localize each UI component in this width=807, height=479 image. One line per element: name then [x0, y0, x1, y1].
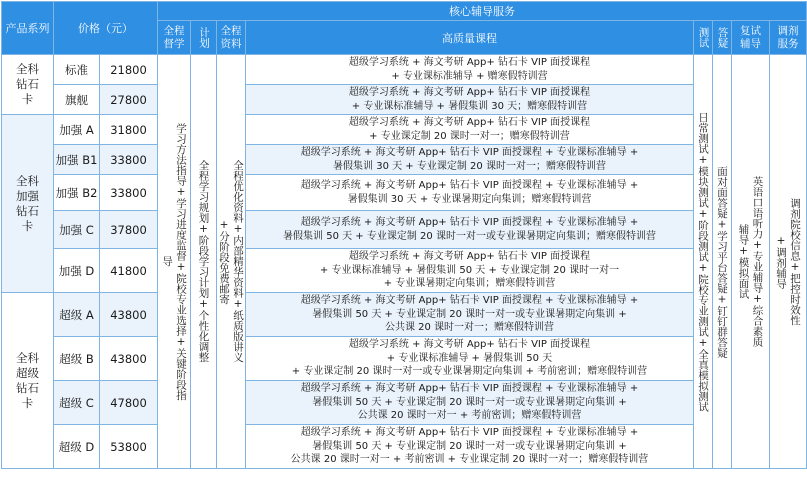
materials-cell: 全程优化资料+内部精华资料+纸质版讲义+分阶段免费邮寄 — [217, 55, 246, 469]
header-retest-guidance: 复试辅导 — [732, 21, 770, 55]
course-cell: 超级学习系统 + 海文考研 App+ 钻石卡 VIP 面授课程 + 专业课标准辅导 + 赠寒假特训营 — [246, 55, 694, 85]
course-cell: 超级学习系统 + 海文考研 App+ 钻石卡 VIP 面授课程 + 专业课标准辅导 + 暑假集训 50 天 + 专业课定制 20 课时一对一或专业课暑期定向集训 + 考前密训；赠寒假特训营 — [246, 337, 694, 381]
supervision-cell: 学习方法指导+学习进度监督+院校专业选择+关键阶段指导 — [158, 55, 191, 469]
course-cell: 超级学习系统 + 海文考研 App+ 钻石卡 VIP 面授课程 + 专业课标准辅导 + 暑假集训 30 天 + 专业课定制 20 课时一对一；赠寒假特训营 — [246, 145, 694, 175]
package-name: 加强 B1 — [54, 145, 100, 175]
package-price: 41800 — [100, 249, 158, 293]
course-cell: 超级学习系统 + 海文考研 App+ 钻石卡 VIP 面授课程 + 专业课定制 20 课时一对一；赠寒假特训营 — [246, 115, 694, 145]
package-price: 31800 — [100, 115, 158, 145]
header-tests: 测试 — [694, 21, 713, 55]
series-enhanced-diamond-card: 全科 加强 钻石 卡 — [2, 115, 54, 293]
qa-cell: 面对面答疑+学习平台答疑+钉钉群答疑 — [713, 55, 732, 469]
package-name: 超级 C — [54, 381, 100, 425]
header-core-services: 核心辅导服务 — [158, 2, 807, 21]
series-diamond-card: 全科 钻石 卡 — [2, 55, 54, 115]
course-cell: 超级学习系统 + 海文考研 App+ 钻石卡 VIP 面授课程 + 专业课标准辅导 + 暑假集训 30 天 + 专业课暑期定向集训；赠寒假特训营 — [246, 175, 694, 211]
package-name: 加强 A — [54, 115, 100, 145]
planning-cell: 全程学习规划+阶段学习计划+个性化调整 — [191, 55, 217, 469]
package-name: 加强 D — [54, 249, 100, 293]
package-price: 43800 — [100, 337, 158, 381]
package-name: 旗舰 — [54, 85, 100, 115]
header-plan: 计划 — [191, 21, 217, 55]
course-cell: 超级学习系统 + 海文考研 App+ 钻石卡 VIP 面授课程 + 专业课标准辅导 + 暑假集训 30 天；赠寒假特训营 — [246, 85, 694, 115]
package-name: 加强 C — [54, 211, 100, 249]
header-qa: 答疑 — [713, 21, 732, 55]
header-quality-courses: 高质量课程 — [246, 21, 694, 55]
package-name: 标准 — [54, 55, 100, 85]
header-full-process-study: 全程督学 — [158, 21, 191, 55]
package-price: 27800 — [100, 85, 158, 115]
header-product-series: 产品系列 — [2, 2, 54, 55]
course-cell: 超级学习系统 + 海文考研 App+ 钻石卡 VIP 面授课程 + 专业课标准辅导 + 暑假集训 50 天 + 专业课定制 20 课时一对一或专业课暑期定向集训 + 公共课 20 课时一对一 + 考前密训 + 专业课定制 20 课时一对一；赠寒假特训营 — [246, 425, 694, 469]
package-name: 超级 B — [54, 337, 100, 381]
course-cell: 超级学习系统 + 海文考研 App+ 钻石卡 VIP 面授课程 + 专业课标准辅导 + 暑假集训 50 天 + 专业课定制 20 课时一对一或专业课暑期定向集训 + 公共课 20 课时一对一；赠寒假特训营 — [246, 293, 694, 337]
package-price: 33800 — [100, 175, 158, 211]
header-adjustment-service: 调剂服务 — [770, 21, 807, 55]
package-name: 超级 A — [54, 293, 100, 337]
package-price: 37800 — [100, 211, 158, 249]
tests-cell: 日常测试+模块测试+阶段测试+院校专业测试+全真模拟测试 — [694, 55, 713, 469]
course-cell: 超级学习系统 + 海文考研 App+ 钻石卡 VIP 面授课程 + 专业课标准辅导 + 暑假集训 50 天 + 专业课定制 20 课时一对一或专业课暑期定向集训；赠寒假特训营 — [246, 211, 694, 249]
package-name: 加强 B2 — [54, 175, 100, 211]
pricing-table — [1, 1, 807, 469]
retest-cell: 英语口语听力+专业辅导+综合素质辅导+模拟面试 — [732, 55, 770, 469]
package-price: 53800 — [100, 425, 158, 469]
package-price: 43800 — [100, 293, 158, 337]
adjust-cell: 调剂院校信息+把控时效性+调剂辅导 — [770, 55, 807, 469]
package-name: 超级 D — [54, 425, 100, 469]
header-full-process-materials: 全程资料 — [217, 21, 246, 55]
package-price: 47800 — [100, 381, 158, 425]
course-cell: 超级学习系统 + 海文考研 App+ 钻石卡 VIP 面授课程 + 专业课标准辅导 + 暑假集训 50 天 + 专业课定制 20 课时一对一或专业课暑期定向集训 + 公共课 20 课时一对一 + 考前密训；赠寒假特训营 — [246, 381, 694, 425]
header-price: 价格（元） — [54, 2, 158, 55]
series-super-diamond-card: 全科 超级 钻石 卡 — [2, 293, 54, 469]
course-cell: 超级学习系统 + 海文考研 App+ 钻石卡 VIP 面授课程 + 专业课标准辅导 + 暑假集训 50 天 + 专业课定制 20 课时一对一 + 专业课暑期定向集训；赠寒假特训营 — [246, 249, 694, 293]
package-price: 33800 — [100, 145, 158, 175]
package-price: 21800 — [100, 55, 158, 85]
